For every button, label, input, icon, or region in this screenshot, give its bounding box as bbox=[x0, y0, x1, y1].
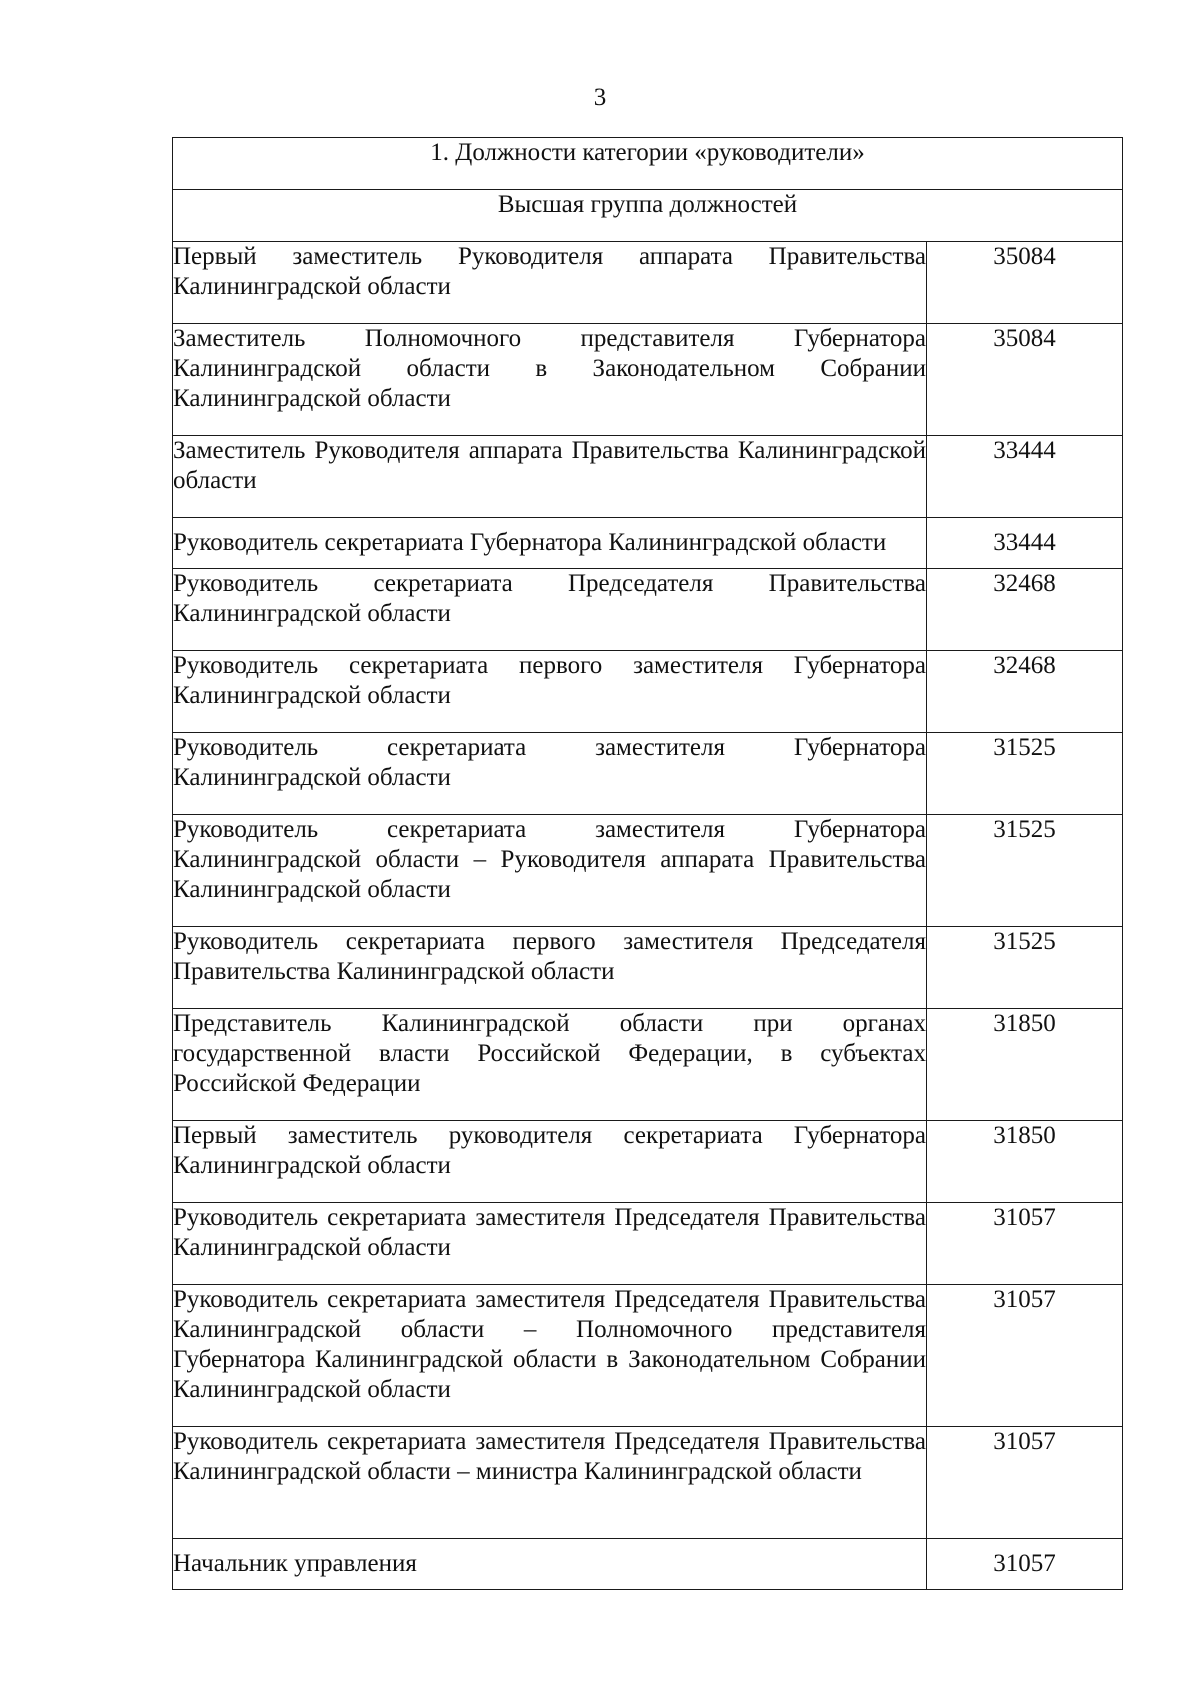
positions-salary-table bbox=[172, 137, 1123, 1590]
salary-value: 31057 bbox=[927, 1427, 1123, 1539]
salary-value: 35084 bbox=[927, 242, 1123, 324]
position-title: Руководитель секретариата заместителя Председателя Правительства Калининградской области bbox=[173, 1203, 927, 1285]
table-row bbox=[173, 518, 1123, 569]
table-row bbox=[173, 1121, 1123, 1203]
salary-value: 35084 bbox=[927, 324, 1123, 436]
salary-value: 31525 bbox=[927, 815, 1123, 927]
section-title: 1. Должности категории «руководители» bbox=[173, 138, 1123, 190]
position-title: Руководитель секретариата первого заместителя Губернатора Калининградской области bbox=[173, 651, 927, 733]
position-title: Представитель Калининградской области при органах государственной власти Российской Федерации, в субъектах Российской Федерации bbox=[173, 1009, 927, 1121]
table-row bbox=[173, 1203, 1123, 1285]
position-title: Заместитель Руководителя аппарата Правительства Калининградской области bbox=[173, 436, 927, 518]
position-title: Руководитель секретариата заместителя Губернатора Калининградской области bbox=[173, 733, 927, 815]
position-title: Первый заместитель Руководителя аппарата Правительства Калининградской области bbox=[173, 242, 927, 324]
position-title: Руководитель секретариата заместителя Председателя Правительства Калининградской области – министра Калининградской области bbox=[173, 1427, 927, 1539]
table-row bbox=[173, 1427, 1123, 1539]
table-row bbox=[173, 733, 1123, 815]
table-row bbox=[173, 324, 1123, 436]
position-title: Руководитель секретариата Губернатора Калининградской области bbox=[173, 518, 927, 569]
salary-value: 31850 bbox=[927, 1009, 1123, 1121]
page-number: 3 bbox=[593, 84, 607, 111]
salary-value: 31850 bbox=[927, 1121, 1123, 1203]
salary-value: 33444 bbox=[927, 436, 1123, 518]
position-title: Руководитель секретариата заместителя Губернатора Калининградской области – Руководителя аппарата Правительства Калининградской области bbox=[173, 815, 927, 927]
salary-value: 31525 bbox=[927, 927, 1123, 1009]
group-title: Высшая группа должностей bbox=[173, 190, 1123, 242]
position-title: Руководитель секретариата заместителя Председателя Правительства Калининградской области – Полномочного представителя Губернатора Калининградской области в Законодательном Собрании Калининградской области bbox=[173, 1285, 927, 1427]
table-row bbox=[173, 1285, 1123, 1427]
salary-value: 33444 bbox=[927, 518, 1123, 569]
table-row bbox=[173, 651, 1123, 733]
salary-value: 32468 bbox=[927, 651, 1123, 733]
table-row bbox=[173, 569, 1123, 651]
position-title: Заместитель Полномочного представителя Губернатора Калининградской области в Законодательном Собрании Калининградской области bbox=[173, 324, 927, 436]
salary-value: 31525 bbox=[927, 733, 1123, 815]
salary-value: 31057 bbox=[927, 1203, 1123, 1285]
position-title: Начальник управления bbox=[173, 1539, 927, 1590]
table-row bbox=[173, 1009, 1123, 1121]
position-title: Руководитель секретариата Председателя Правительства Калининградской области bbox=[173, 569, 927, 651]
salary-value: 31057 bbox=[927, 1285, 1123, 1427]
salary-value: 32468 bbox=[927, 569, 1123, 651]
table-row bbox=[173, 927, 1123, 1009]
group-header-row bbox=[173, 190, 1123, 242]
table-row bbox=[173, 242, 1123, 324]
position-title: Руководитель секретариата первого заместителя Председателя Правительства Калининградской области bbox=[173, 927, 927, 1009]
position-title: Первый заместитель руководителя секретариата Губернатора Калининградской области bbox=[173, 1121, 927, 1203]
table-row bbox=[173, 436, 1123, 518]
table-row bbox=[173, 815, 1123, 927]
section-header-row bbox=[173, 138, 1123, 190]
table-row bbox=[173, 1539, 1123, 1590]
salary-value: 31057 bbox=[927, 1539, 1123, 1590]
